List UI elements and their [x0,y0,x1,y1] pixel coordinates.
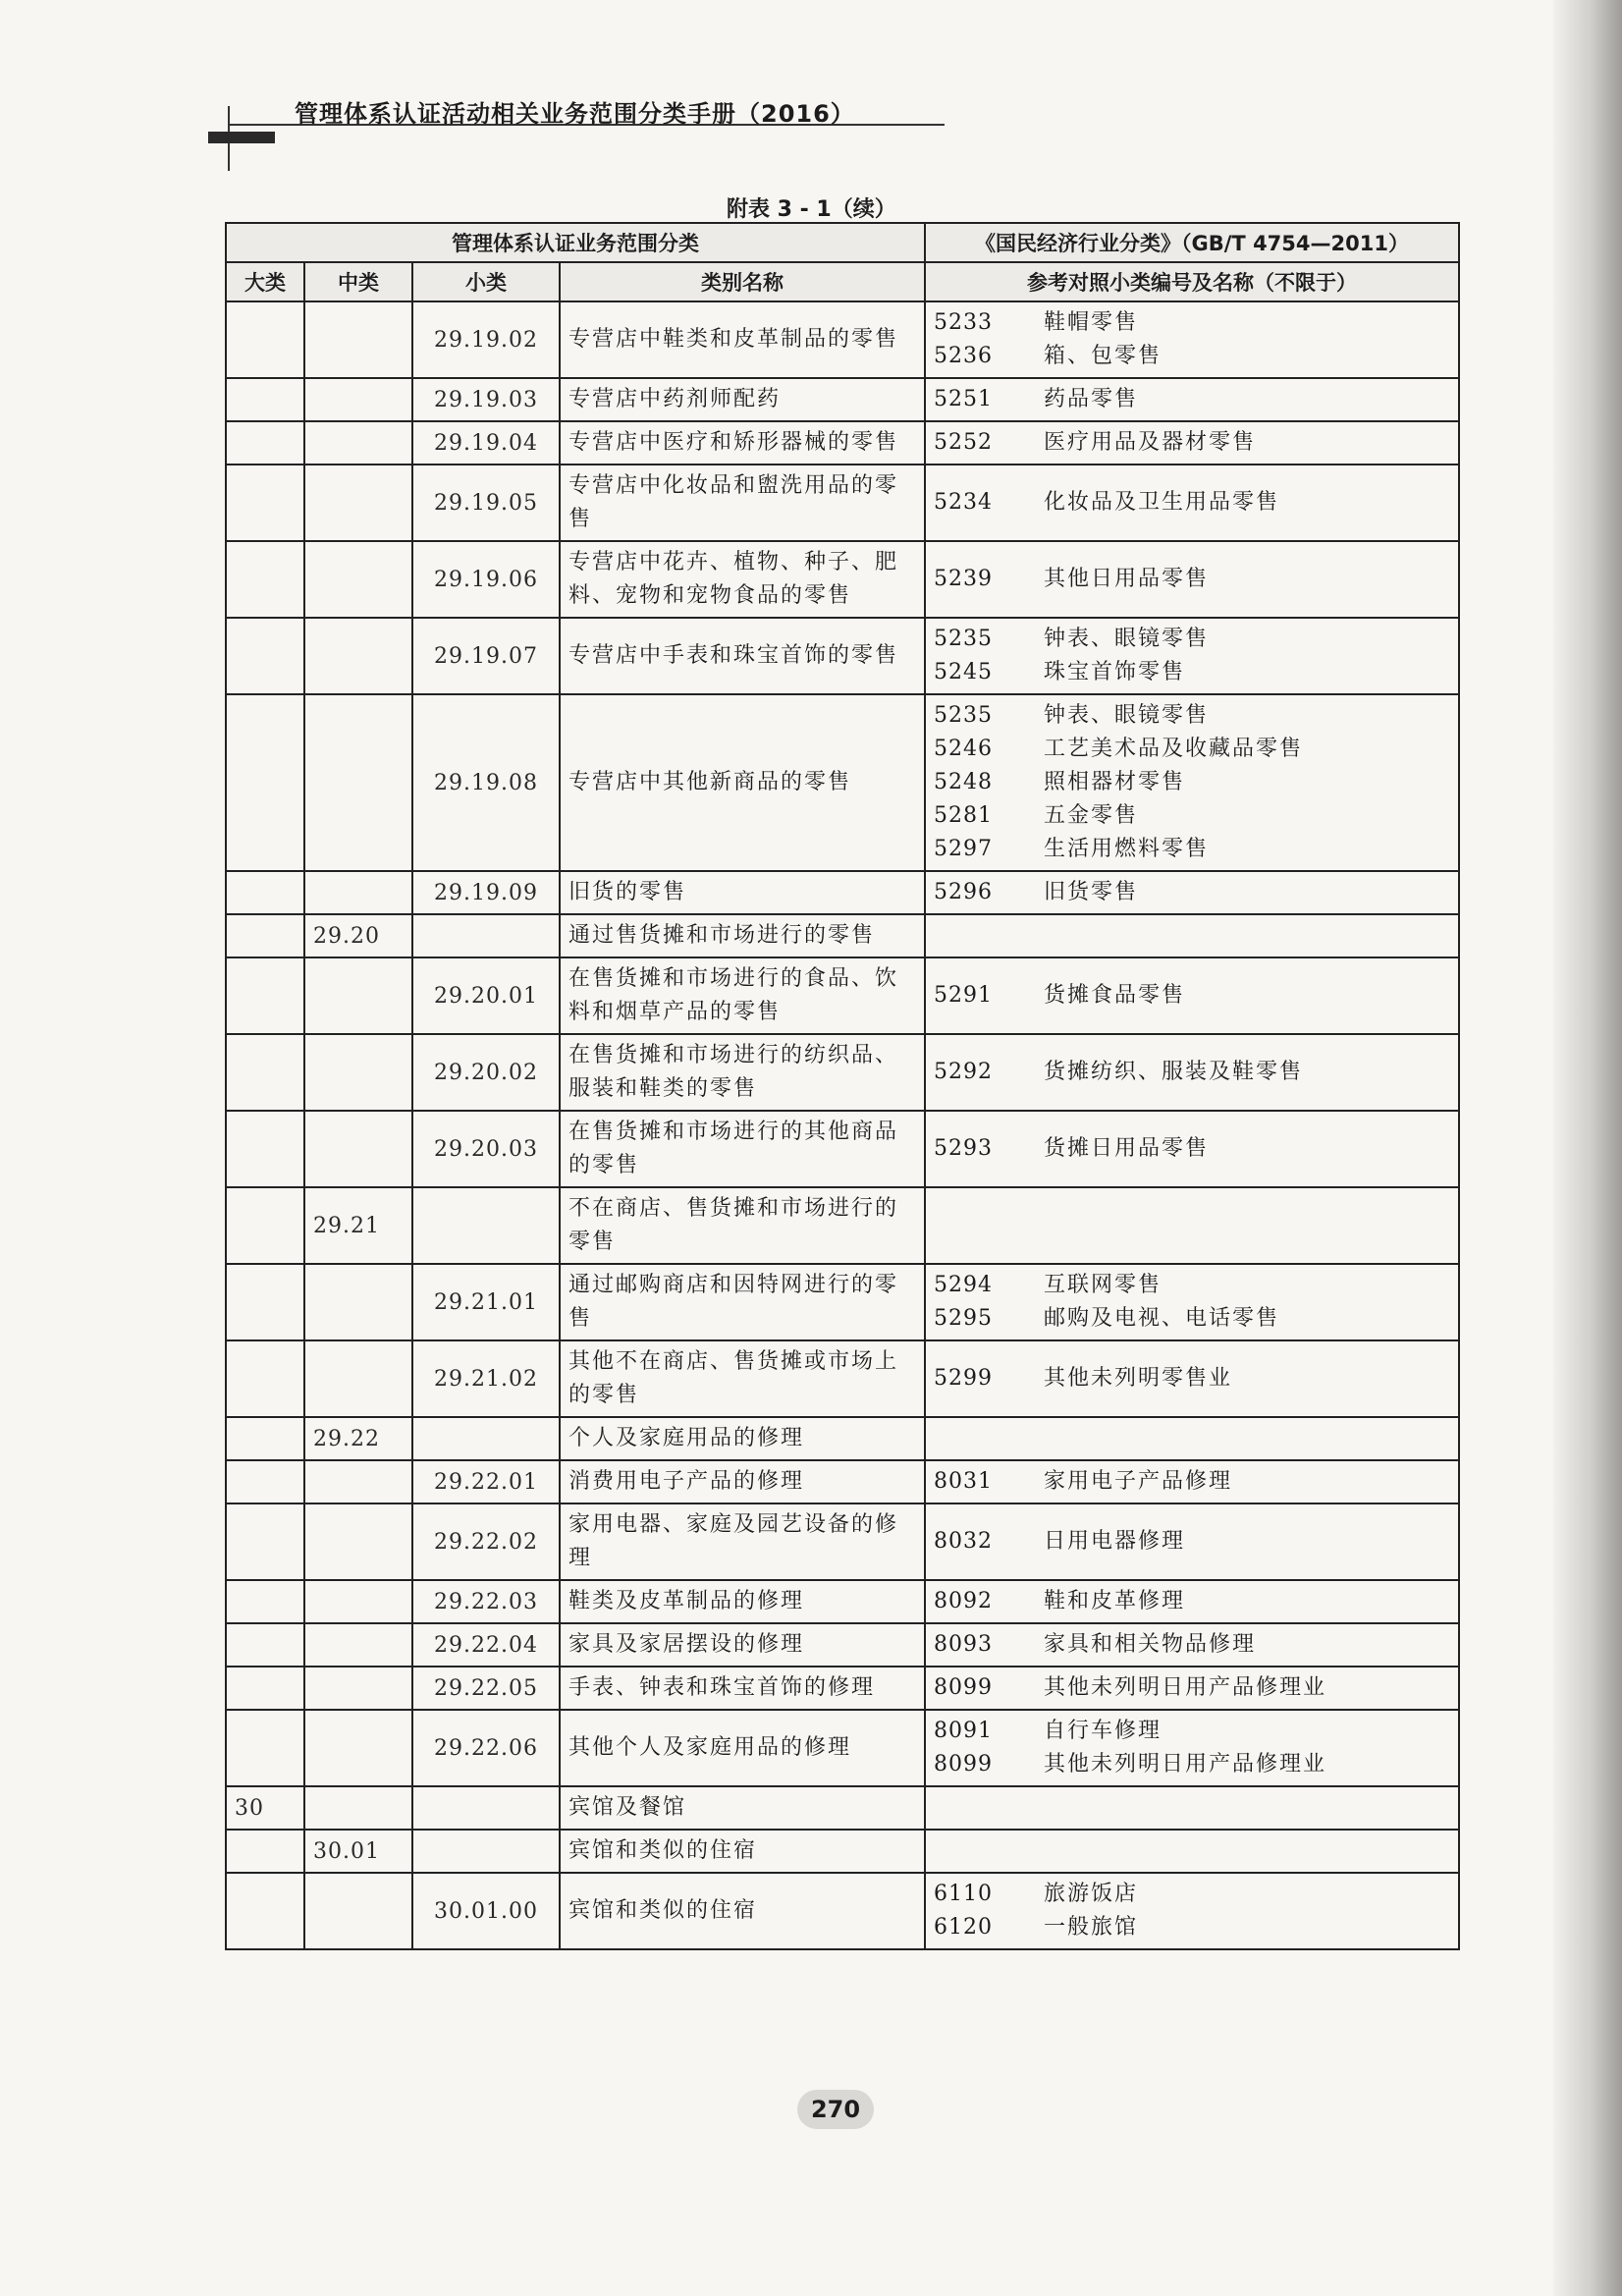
minor-code-cell: 30.01.00 [412,1873,560,1949]
category-name-cell: 专营店中化妆品和盥洗用品的零售 [560,465,925,541]
reference-code: 5239 [934,567,993,591]
reference-entry [934,623,1450,656]
major-code-cell [226,465,304,541]
reference-cell [925,465,1459,541]
reference-name: 鞋帽零售 [1044,310,1139,335]
table-row [226,378,1459,421]
reference-cell [925,1111,1459,1187]
minor-code-cell: 29.21.01 [412,1264,560,1340]
middle-code-cell [304,1503,412,1580]
reference-cell [925,1667,1459,1710]
category-name-cell: 在售货摊和市场进行的其他商品的零售 [560,1111,925,1187]
reference-entry [934,486,1450,519]
reference-name: 互联网零售 [1044,1273,1162,1297]
reference-cell [925,1187,1459,1264]
middle-code-cell: 29.22 [304,1417,412,1460]
table-row [226,957,1459,1034]
reference-cell [925,541,1459,618]
reference-code: 5234 [934,490,993,515]
major-code-cell [226,1873,304,1949]
minor-code-cell: 29.22.04 [412,1623,560,1667]
minor-code-cell: 29.19.05 [412,465,560,541]
major-code-cell [226,1580,304,1623]
category-name-cell: 专营店中鞋类和皮革制品的零售 [560,301,925,378]
middle-code-cell: 30.01 [304,1830,412,1873]
reference-code: 5245 [934,660,993,684]
reference-cell [925,914,1459,957]
reference-code: 5251 [934,387,993,411]
reference-entry [934,1525,1450,1558]
middle-code-cell [304,541,412,618]
table-row [226,1111,1459,1187]
header-minor: 小类 [412,262,560,301]
major-code-cell [226,914,304,957]
major-code-cell [226,301,304,378]
reference-code: 5296 [934,880,993,904]
reference-entry [934,979,1450,1012]
table-row [226,1786,1459,1830]
middle-code-cell [304,1786,412,1830]
reference-entry [934,1269,1450,1302]
reference-code: 5235 [934,627,993,651]
reference-cell [925,1580,1459,1623]
major-code-cell [226,1667,304,1710]
reference-name: 药品零售 [1044,387,1139,411]
middle-code-cell [304,301,412,378]
middle-code-cell: 29.21 [304,1187,412,1264]
middle-code-cell [304,957,412,1034]
reference-name: 其他未列明日用产品修理业 [1044,1675,1327,1700]
reference-entry [934,799,1450,833]
category-name-cell: 在售货摊和市场进行的食品、饮料和烟草产品的零售 [560,957,925,1034]
reference-name: 照相器材零售 [1044,770,1186,794]
table-title: 附表 3 - 1（续） [727,197,896,222]
reference-entry [934,766,1450,799]
major-code-cell [226,694,304,871]
middle-code-cell [304,1623,412,1667]
reference-code: 8032 [934,1529,993,1554]
table-row [226,541,1459,618]
category-name-cell: 个人及家庭用品的修理 [560,1417,925,1460]
minor-code-cell: 29.19.03 [412,378,560,421]
reference-code: 5295 [934,1306,993,1331]
reference-cell [925,1710,1459,1786]
minor-code-cell: 29.20.02 [412,1034,560,1111]
reference-name: 家具和相关物品修理 [1044,1632,1257,1657]
major-code-cell [226,378,304,421]
minor-code-cell [412,914,560,957]
table-row [226,1623,1459,1667]
category-name-cell: 专营店中花卉、植物、种子、肥料、宠物和宠物食品的零售 [560,541,925,618]
table-row [226,1580,1459,1623]
middle-code-cell [304,1667,412,1710]
minor-code-cell: 29.20.01 [412,957,560,1034]
reference-code: 8093 [934,1632,993,1657]
header-row-group [226,223,1459,262]
reference-name: 医疗用品及器材零售 [1044,430,1257,455]
middle-code-cell: 29.20 [304,914,412,957]
table-row [226,871,1459,914]
reference-entry [934,1362,1450,1395]
header-major: 大类 [226,262,304,301]
reference-name: 珠宝首饰零售 [1044,660,1186,684]
table-row [226,301,1459,378]
major-code-cell [226,871,304,914]
category-name-cell: 消费用电子产品的修理 [560,1460,925,1503]
category-name-cell: 通过邮购商店和因特网进行的零售 [560,1264,925,1340]
reference-entry [934,1132,1450,1166]
reference-entry [934,833,1450,866]
running-header-title: 管理体系认证活动相关业务范围分类手册（2016） [295,100,855,128]
minor-code-cell: 29.22.02 [412,1503,560,1580]
reference-name: 箱、包零售 [1044,344,1162,368]
category-name-cell: 宾馆及餐馆 [560,1786,925,1830]
reference-name: 货摊纺织、服装及鞋零售 [1044,1060,1304,1084]
reference-entry [934,1465,1450,1499]
category-name-cell: 家具及家居摆设的修理 [560,1623,925,1667]
reference-cell [925,301,1459,378]
table-row [226,1340,1459,1417]
header-group-right: 《国民经济行业分类》（GB/T 4754—2011） [925,223,1459,262]
reference-cell [925,421,1459,465]
table-row [226,914,1459,957]
category-name-cell: 通过售货摊和市场进行的零售 [560,914,925,957]
reference-entry [934,733,1450,766]
minor-code-cell: 29.19.06 [412,541,560,618]
reference-code: 5233 [934,310,993,335]
reference-code: 6110 [934,1882,993,1906]
table-row [226,1264,1459,1340]
reference-name: 自行车修理 [1044,1719,1162,1743]
minor-code-cell: 29.22.05 [412,1667,560,1710]
reference-code: 8092 [934,1589,993,1613]
header-reference: 参考对照小类编号及名称（不限于） [925,262,1459,301]
reference-name: 工艺美术品及收藏品零售 [1044,737,1304,761]
reference-name: 邮购及电视、电话零售 [1044,1306,1280,1331]
reference-code: 8099 [934,1675,993,1700]
category-name-cell: 专营店中药剂师配药 [560,378,925,421]
middle-code-cell [304,871,412,914]
middle-code-cell [304,421,412,465]
reference-code: 5281 [934,803,993,828]
reference-entry [934,383,1450,416]
reference-name: 其他日用品零售 [1044,567,1210,591]
reference-cell [925,1623,1459,1667]
reference-cell [925,618,1459,694]
middle-code-cell [304,618,412,694]
header-row-columns [226,262,1459,301]
reference-code: 8099 [934,1752,993,1777]
reference-name: 钟表、眼镜零售 [1044,703,1210,728]
minor-code-cell [412,1417,560,1460]
category-name-cell: 鞋类及皮革制品的修理 [560,1580,925,1623]
reference-cell [925,1417,1459,1460]
table-row [226,1187,1459,1264]
reference-cell [925,1786,1459,1830]
reference-name: 钟表、眼镜零售 [1044,627,1210,651]
table-row [226,1417,1459,1460]
minor-code-cell: 29.19.07 [412,618,560,694]
reference-code: 5294 [934,1273,993,1297]
minor-code-cell: 29.19.09 [412,871,560,914]
minor-code-cell [412,1830,560,1873]
major-code-cell [226,1710,304,1786]
category-name-cell: 专营店中医疗和矫形器械的零售 [560,421,925,465]
header-group-left: 管理体系认证业务范围分类 [226,223,925,262]
table-row [226,421,1459,465]
category-name-cell: 不在商店、售货摊和市场进行的零售 [560,1187,925,1264]
reference-entry [934,876,1450,909]
reference-cell [925,1034,1459,1111]
reference-entry [934,426,1450,460]
reference-entry [934,1671,1450,1705]
reference-name: 货摊食品零售 [1044,983,1186,1008]
table-row [226,465,1459,541]
reference-cell [925,1873,1459,1949]
category-name-cell: 家用电器、家庭及园艺设备的修理 [560,1503,925,1580]
category-name-cell: 宾馆和类似的住宿 [560,1830,925,1873]
major-code-cell [226,541,304,618]
table-row [226,1460,1459,1503]
reference-code: 8031 [934,1469,993,1494]
major-code-cell [226,1034,304,1111]
reference-cell [925,957,1459,1034]
minor-code-cell: 29.21.02 [412,1340,560,1417]
minor-code-cell: 29.19.08 [412,694,560,871]
header-ornament-block [208,132,275,143]
reference-name: 旅游饭店 [1044,1882,1139,1906]
middle-code-cell [304,694,412,871]
middle-code-cell [304,1580,412,1623]
table-body [226,301,1459,1949]
reference-entry [934,306,1450,340]
reference-entry [934,1911,1450,1944]
table-row [226,1034,1459,1111]
reference-cell [925,694,1459,871]
table-row [226,618,1459,694]
reference-code: 5248 [934,770,993,794]
reference-entry [934,1056,1450,1089]
major-code-cell [226,1187,304,1264]
reference-code: 5297 [934,837,993,861]
book-binding-shadow [1553,0,1622,2296]
classification-table [225,222,1460,1950]
major-code-cell [226,1623,304,1667]
reference-entry [934,1585,1450,1618]
minor-code-cell: 29.22.06 [412,1710,560,1786]
reference-code: 5299 [934,1366,993,1391]
minor-code-cell: 29.22.01 [412,1460,560,1503]
reference-cell [925,1264,1459,1340]
category-name-cell: 在售货摊和市场进行的纺织品、服装和鞋类的零售 [560,1034,925,1111]
reference-cell [925,1340,1459,1417]
reference-entry [934,699,1450,733]
reference-name: 生活用燃料零售 [1044,837,1210,861]
reference-code: 5235 [934,703,993,728]
minor-code-cell: 29.22.03 [412,1580,560,1623]
reference-code: 5252 [934,430,993,455]
reference-code: 5292 [934,1060,993,1084]
middle-code-cell [304,1710,412,1786]
header-middle: 中类 [304,262,412,301]
reference-name: 货摊日用品零售 [1044,1136,1210,1161]
table-row [226,1873,1459,1949]
reference-name: 其他未列明日用产品修理业 [1044,1752,1327,1777]
reference-code: 5291 [934,983,993,1008]
reference-name: 旧货零售 [1044,880,1139,904]
reference-code: 5236 [934,344,993,368]
reference-entry [934,340,1450,373]
reference-name: 五金零售 [1044,803,1139,828]
reference-entry [934,1302,1450,1336]
middle-code-cell [304,1111,412,1187]
major-code-cell [226,1264,304,1340]
header-category-name: 类别名称 [560,262,925,301]
major-code-cell [226,1830,304,1873]
major-code-cell: 30 [226,1786,304,1830]
reference-entry [934,656,1450,689]
table-row [226,1710,1459,1786]
reference-entry [934,1628,1450,1662]
major-code-cell [226,957,304,1034]
reference-entry [934,563,1450,596]
reference-name: 鞋和皮革修理 [1044,1589,1186,1613]
reference-name: 化妆品及卫生用品零售 [1044,490,1280,515]
middle-code-cell [304,1034,412,1111]
major-code-cell [226,618,304,694]
category-name-cell: 其他个人及家庭用品的修理 [560,1710,925,1786]
middle-code-cell [304,378,412,421]
minor-code-cell: 29.19.02 [412,301,560,378]
table-row [226,1503,1459,1580]
reference-code: 6120 [934,1915,993,1940]
table-row [226,1830,1459,1873]
minor-code-cell: 29.19.04 [412,421,560,465]
major-code-cell [226,1503,304,1580]
minor-code-cell [412,1786,560,1830]
reference-cell [925,378,1459,421]
minor-code-cell [412,1187,560,1264]
reference-code: 5293 [934,1136,993,1161]
major-code-cell [226,1460,304,1503]
middle-code-cell [304,1264,412,1340]
reference-name: 日用电器修理 [1044,1529,1186,1554]
middle-code-cell [304,1460,412,1503]
category-name-cell: 宾馆和类似的住宿 [560,1873,925,1949]
reference-cell [925,1830,1459,1873]
table-row [226,1667,1459,1710]
middle-code-cell [304,1340,412,1417]
major-code-cell [226,1111,304,1187]
major-code-cell [226,1417,304,1460]
major-code-cell [226,421,304,465]
reference-code: 8091 [934,1719,993,1743]
middle-code-cell [304,1873,412,1949]
reference-cell [925,871,1459,914]
reference-name: 家用电子产品修理 [1044,1469,1233,1494]
reference-name: 其他未列明零售业 [1044,1366,1233,1391]
category-name-cell: 其他不在商店、售货摊或市场上的零售 [560,1340,925,1417]
middle-code-cell [304,465,412,541]
minor-code-cell: 29.20.03 [412,1111,560,1187]
reference-cell [925,1503,1459,1580]
category-name-cell: 专营店中其他新商品的零售 [560,694,925,871]
reference-entry [934,1748,1450,1781]
category-name-cell: 手表、钟表和珠宝首饰的修理 [560,1667,925,1710]
category-name-cell: 专营店中手表和珠宝首饰的零售 [560,618,925,694]
table-row [226,694,1459,871]
major-code-cell [226,1340,304,1417]
category-name-cell: 旧货的零售 [560,871,925,914]
reference-name: 一般旅馆 [1044,1915,1139,1940]
page-number: 270 [797,2090,874,2129]
reference-cell [925,1460,1459,1503]
reference-entry [934,1878,1450,1911]
reference-entry [934,1715,1450,1748]
reference-code: 5246 [934,737,993,761]
